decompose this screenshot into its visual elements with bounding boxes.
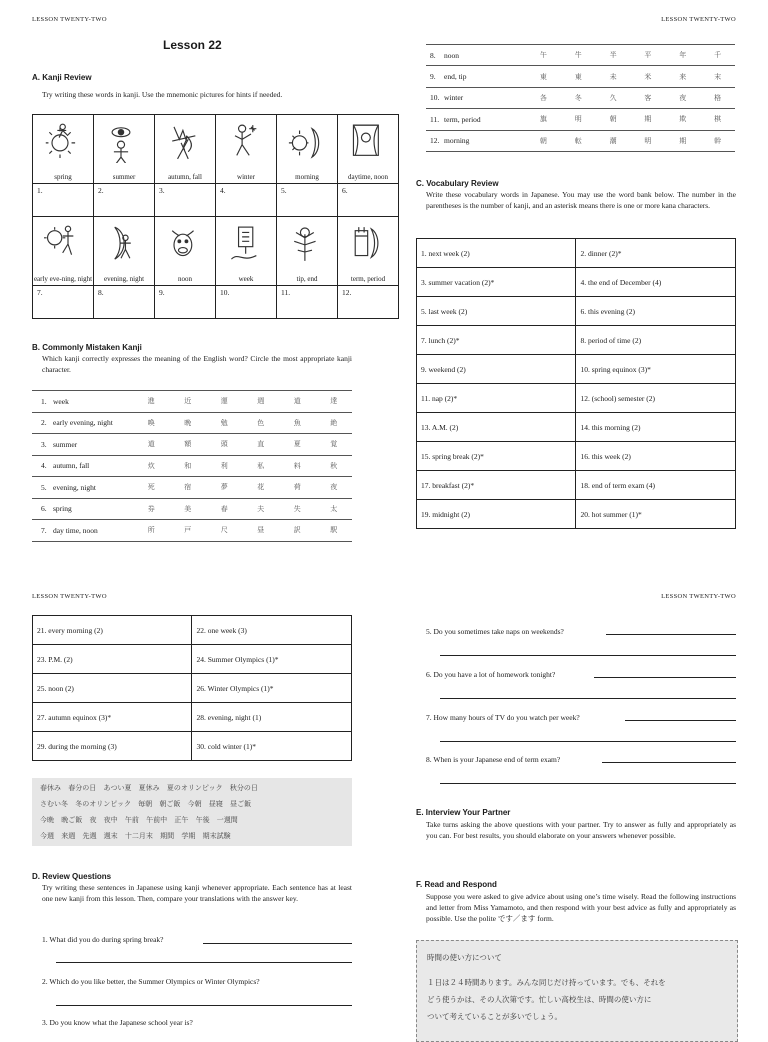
section-e-heading: E. Interview Your Partner (416, 808, 511, 817)
mnemonic-cell (94, 217, 155, 286)
kanji-choice[interactable]: 幹 (700, 130, 735, 151)
kanji-choice[interactable]: 夫 (243, 498, 280, 520)
kanji-choice[interactable]: 東 (561, 66, 596, 87)
section-a-instructions: Try writing these words in kanji. Use the mnemonic pictures for hints if needed. (42, 90, 283, 99)
table-row (33, 703, 352, 732)
row-number: 2. (32, 412, 53, 434)
kanji-choice[interactable]: 期 (665, 130, 700, 151)
mnemonic-cell (33, 115, 94, 184)
kanji-choice[interactable]: 和 (170, 455, 207, 477)
mnemonic-caption: morning (295, 173, 319, 181)
table-row (417, 355, 736, 384)
answer-cell[interactable]: 12. (338, 286, 399, 319)
answer-line[interactable] (440, 698, 736, 699)
table-row (33, 732, 352, 761)
mnemonic-caption: term, period (350, 275, 386, 283)
section-d-instructions: Try writing these sentences in Japanese using kanji whenever appropriate. Each sentence has at least one new kanji from this lesson. Then, compare your translations with the answer key. (42, 883, 352, 903)
vocab-item[interactable]: 7. lunch (2)* (417, 326, 576, 355)
row-number: 4. (32, 455, 53, 477)
kanji-choice[interactable]: 昼 (243, 520, 280, 542)
cow-icon (166, 223, 198, 265)
kanji-choice[interactable]: 達 (316, 391, 353, 413)
kanji-review-grid (32, 114, 399, 319)
kanji-choice[interactable]: 道 (279, 391, 316, 413)
kanji-choice[interactable]: 夜 (316, 477, 353, 499)
kanji-choice[interactable]: 利 (206, 455, 243, 477)
vocab-item[interactable]: 14. this morning (2) (576, 413, 736, 442)
road-sign-icon (227, 223, 259, 265)
sun-walker-icon (44, 223, 76, 265)
kanji-choice[interactable]: 絶 (316, 412, 353, 434)
kanji-choice[interactable]: 各 (526, 87, 561, 108)
kanji-choice[interactable]: 朝 (596, 109, 631, 130)
kanji-choice[interactable]: 東 (526, 66, 561, 87)
kanji-choice[interactable]: 券 (133, 498, 170, 520)
table-row (33, 616, 352, 645)
running-head: LESSON TWENTY-TWO (32, 593, 107, 600)
row-number: 1. (32, 391, 53, 413)
table-row (417, 471, 736, 500)
table-row (426, 130, 735, 151)
word-bank-line: 今週 来週 先週 週末 十二月末 期間 学期 期末試験 (40, 832, 231, 840)
answer-cell[interactable]: 8. (94, 286, 155, 319)
fire-plant-icon (166, 121, 198, 163)
vocab-item[interactable]: 24. Summer Olympics (1)* (192, 645, 352, 674)
english-word: early evening, night (53, 412, 133, 434)
row-number: 5. (32, 477, 53, 499)
kanji-choice[interactable]: 欺 (665, 109, 700, 130)
mnemonic-caption: week (238, 275, 254, 283)
section-a-heading: A. Kanji Review (32, 73, 92, 82)
answer-line[interactable] (440, 655, 736, 656)
table-row (32, 455, 352, 477)
mnemonic-cell (216, 115, 277, 184)
vocab-item[interactable]: 3. summer vacation (2)* (417, 268, 576, 297)
table-row (33, 645, 352, 674)
mnemonic-caption: autumn, fall (168, 173, 202, 181)
row-number: 7. (32, 520, 53, 542)
vocab-item[interactable]: 23. P.M. (2) (33, 645, 192, 674)
letter-box (416, 940, 738, 1042)
moon-person-icon (105, 223, 137, 265)
english-word: evening, night (53, 477, 133, 499)
mnemonic-caption: summer (112, 173, 136, 181)
table-row (417, 442, 736, 471)
eye-person-icon (105, 121, 137, 163)
kanji-choice[interactable]: 喚 (133, 412, 170, 434)
mnemonic-cell (216, 217, 277, 286)
mnemonic-cell (33, 217, 94, 286)
vocab-item[interactable]: 27. autumn equinox (3)* (33, 703, 192, 732)
kanji-choice[interactable]: 明 (630, 130, 665, 151)
running-head: LESSON TWENTY-TWO (661, 593, 736, 600)
kanji-choice[interactable]: 訳 (279, 520, 316, 542)
section-f-instructions: Suppose you were asked to give advice about using one’s time wisely. Read the following instructions and letter from Miss Yamamoto, and then respond with your best advice as fully and appropriately as possible. Use the polite です／ます form. (426, 892, 736, 923)
kanji-choice[interactable]: 料 (279, 455, 316, 477)
kanji-choice[interactable]: 転 (561, 130, 596, 151)
kanji-choice[interactable]: 炊 (133, 455, 170, 477)
kanji-choice[interactable]: 夜 (665, 87, 700, 108)
kanji-choice[interactable]: 荷 (279, 477, 316, 499)
row-number: 6. (32, 498, 53, 520)
kanji-choice[interactable]: 末 (700, 66, 735, 87)
vocab-item[interactable]: 30. cold winter (1)* (192, 732, 352, 761)
mnemonic-caption: early eve-ning, night (33, 275, 93, 283)
row-number: 12. (426, 130, 444, 151)
vocab-item[interactable]: 4. the end of December (4) (576, 268, 736, 297)
mistaken-kanji-table (32, 390, 352, 542)
vocab-item[interactable]: 1. next week (2) (417, 239, 576, 268)
table-row (417, 268, 736, 297)
kanji-choice[interactable]: 冬 (561, 87, 596, 108)
kanji-choice[interactable]: 頭 (206, 434, 243, 456)
section-c-instructions: Write these vocabulary words in Japanese. You may use the word bank below. The number in the parentheses is the number of kanji, and an asterisk means there is one or more kana characters. (426, 190, 736, 210)
vocab-item[interactable]: 18. end of term exam (4) (576, 471, 736, 500)
table-row (417, 500, 736, 529)
word-bank-line: 今晩 晩ご飯 夜 夜中 午前 午前中 正午 午後 一週間 (40, 816, 238, 824)
english-word: end, tip (444, 66, 526, 87)
letter-line: どう使うかは、その人次第です。忙しい高校生は、時間の使い方に (427, 995, 652, 1004)
word-bank-line: さむい冬 冬のオリンピック 毎朝 朝ご飯 今朝 昼寝 昼ご飯 (40, 800, 252, 808)
kanji-choice[interactable]: 戸 (170, 520, 207, 542)
english-word: spring (53, 498, 133, 520)
kanji-choice[interactable]: 客 (630, 87, 665, 108)
table-row (32, 520, 352, 542)
vocab-item[interactable]: 28. evening, night (1) (192, 703, 352, 732)
vocab-item[interactable]: 29. during the morning (3) (33, 732, 192, 761)
kanji-choice[interactable]: 尺 (206, 520, 243, 542)
tree-icon (288, 223, 320, 265)
vocab-item[interactable]: 2. dinner (2)* (576, 239, 736, 268)
page-title: Lesson 22 (163, 38, 222, 52)
kanji-choice[interactable]: 駅 (316, 520, 353, 542)
vocab-item[interactable]: 20. hot summer (1)* (576, 500, 736, 529)
vocab-item[interactable]: 6. this evening (2) (576, 297, 736, 326)
answer-cell[interactable]: 4. (216, 184, 277, 217)
table-row (417, 326, 736, 355)
section-d-heading: D. Review Questions (32, 872, 112, 881)
kanji-choice[interactable]: 棋 (700, 109, 735, 130)
kanji-choice[interactable]: 半 (596, 45, 631, 66)
letter-line: １日は２４時間あります。みんな同じだけ持っています。でも、それを (427, 978, 666, 987)
english-word: winter (444, 87, 526, 108)
kanji-choice[interactable]: 潮 (596, 130, 631, 151)
answer-line[interactable] (440, 783, 736, 784)
letter-line: ついて考えていることが多いでしょう。 (427, 1012, 562, 1021)
answer-cell[interactable]: 7. (33, 286, 94, 319)
kanji-choice[interactable]: 週 (243, 391, 280, 413)
sun-person-icon (44, 121, 76, 163)
table-row (32, 498, 352, 520)
sun-moon-icon (288, 121, 320, 163)
vocab-item[interactable]: 16. this week (2) (576, 442, 736, 471)
kanji-choice[interactable]: 年 (665, 45, 700, 66)
table-row (417, 413, 736, 442)
table-row (33, 674, 352, 703)
kanji-choice[interactable]: 勉 (206, 412, 243, 434)
row-number: 8. (426, 45, 444, 66)
kanji-choice[interactable]: 所 (133, 520, 170, 542)
kanji-choice[interactable]: 千 (700, 45, 735, 66)
table-row (32, 434, 352, 456)
table-row (426, 66, 735, 87)
section-b-heading: B. Commonly Mistaken Kanji (32, 343, 142, 352)
vocab-item[interactable]: 15. spring break (2)* (417, 442, 576, 471)
vocab-item[interactable]: 26. Winter Olympics (1)* (192, 674, 352, 703)
kanji-choice[interactable]: 午 (526, 45, 561, 66)
kanji-choice[interactable]: 進 (133, 391, 170, 413)
table-row (32, 391, 352, 413)
row-number: 3. (32, 434, 53, 456)
word-bank (32, 778, 352, 846)
mnemonic-caption: winter (237, 173, 255, 181)
vocab-item[interactable]: 11. nap (2)* (417, 384, 576, 413)
vocab-item[interactable]: 5. last week (2) (417, 297, 576, 326)
row-number: 11. (426, 109, 444, 130)
question-2: 2. Which do you like better, the Summer Olympics or Winter Olympics? (42, 977, 260, 986)
mnemonic-cell (94, 115, 155, 184)
table-row (426, 45, 735, 66)
question-7: 7. How many hours of TV do you watch per week? (426, 713, 580, 722)
answer-line[interactable] (203, 943, 352, 944)
mnemonic-caption: noon (178, 275, 192, 283)
mistaken-kanji-table-cont (426, 44, 735, 152)
answer-cell[interactable]: 1. (33, 184, 94, 217)
answer-line[interactable] (625, 720, 736, 721)
answer-cell[interactable]: 3. (155, 184, 216, 217)
answer-line[interactable] (440, 741, 736, 742)
kanji-choice[interactable]: 直 (243, 434, 280, 456)
kanji-choice[interactable]: 久 (596, 87, 631, 108)
kanji-choice[interactable]: 格 (700, 87, 735, 108)
mnemonic-cell (155, 115, 216, 184)
kanji-choice[interactable]: 晩 (170, 412, 207, 434)
table-row (417, 384, 736, 413)
kanji-choice[interactable]: 明 (561, 109, 596, 130)
mnemonic-caption: daytime, noon (347, 173, 389, 181)
vocab-item[interactable]: 21. every morning (2) (33, 616, 192, 645)
answer-cell[interactable]: 6. (338, 184, 399, 217)
english-word: noon (444, 45, 526, 66)
kanji-choice[interactable]: 夏 (279, 434, 316, 456)
answer-line[interactable] (602, 762, 736, 763)
kanji-choice[interactable]: 平 (630, 45, 665, 66)
kanji-choice[interactable]: 期 (630, 109, 665, 130)
answer-line[interactable] (56, 962, 352, 963)
vocab-item[interactable]: 8. period of time (2) (576, 326, 736, 355)
english-word: day time, noon (53, 520, 133, 542)
word-bank-line: 春休み 春分の日 あつい夏 夏休み 夏のオリンピック 秋分の日 (40, 784, 258, 792)
running-head: LESSON TWENTY-TWO (661, 16, 736, 23)
section-b-instructions: Which kanji correctly expresses the meaning of the English word? Circle the most appropriate kanji character. (42, 354, 352, 374)
letter-title: 時間の使い方について (427, 953, 502, 962)
table-row (417, 239, 736, 268)
answer-cell[interactable]: 5. (277, 184, 338, 217)
question-1: 1. What did you do during spring break? (42, 935, 164, 944)
kanji-choice[interactable]: 私 (243, 455, 280, 477)
english-word: morning (444, 130, 526, 151)
vocab-item[interactable]: 12. (school) semester (2) (576, 384, 736, 413)
mnemonic-cell (338, 115, 399, 184)
question-5: 5. Do you sometimes take naps on weekends? (426, 627, 564, 636)
kanji-choice[interactable]: 道 (133, 434, 170, 456)
kanji-choice[interactable]: 運 (206, 391, 243, 413)
kanji-choice[interactable]: 色 (243, 412, 280, 434)
question-6: 6. Do you have a lot of homework tonight? (426, 670, 556, 679)
kanji-choice[interactable]: 花 (243, 477, 280, 499)
mnemonic-cell (338, 217, 399, 286)
kanji-choice[interactable]: 死 (133, 477, 170, 499)
table-row (426, 87, 735, 108)
vocab-item[interactable]: 17. breakfast (2)* (417, 471, 576, 500)
section-f-heading: F. Read and Respond (416, 880, 497, 889)
kanji-choice[interactable]: 美 (170, 498, 207, 520)
row-number: 10. (426, 87, 444, 108)
kanji-choice[interactable]: 米 (630, 66, 665, 87)
vocab-item[interactable]: 13. A.M. (2) (417, 413, 576, 442)
english-word: term, period (444, 109, 526, 130)
kanji-choice[interactable]: 旗 (526, 109, 561, 130)
answer-line[interactable] (606, 634, 736, 635)
kanji-choice[interactable]: 失 (279, 498, 316, 520)
vocab-item[interactable]: 9. weekend (2) (417, 355, 576, 384)
kanji-choice[interactable]: 魚 (279, 412, 316, 434)
english-word: summer (53, 434, 133, 456)
running-head: LESSON TWENTY-TWO (32, 16, 107, 23)
answer-cell[interactable]: 2. (94, 184, 155, 217)
kanji-choice[interactable]: 来 (665, 66, 700, 87)
vocab-item[interactable]: 22. one week (3) (192, 616, 352, 645)
question-8: 8. When is your Japanese end of term exam? (426, 755, 561, 764)
mnemonic-cell (155, 217, 216, 286)
kanji-choice[interactable]: 額 (170, 434, 207, 456)
kanji-choice[interactable]: 牛 (561, 45, 596, 66)
section-e-instructions: Take turns asking the above questions with your partner. Try to answer as fully and appropriately as you can. For best results, you should elaborate on your answers whenever possible. (426, 820, 736, 840)
question-3: 3. Do you know what the Japanese school year is? (42, 1018, 193, 1027)
vocab-item[interactable]: 25. noon (2) (33, 674, 192, 703)
mnemonic-caption: evening, night (103, 275, 145, 283)
kanji-choice[interactable]: 近 (170, 391, 207, 413)
kanji-choice[interactable]: 太 (316, 498, 353, 520)
vocabulary-table (416, 238, 736, 529)
mnemonic-caption: spring (54, 173, 72, 181)
table-row (417, 297, 736, 326)
vocab-item[interactable]: 10. spring equinox (3)* (576, 355, 736, 384)
table-row (32, 412, 352, 434)
answer-line[interactable] (594, 677, 736, 678)
kanji-choice[interactable]: 春 (206, 498, 243, 520)
row-number: 9. (426, 66, 444, 87)
kanji-choice[interactable]: 朝 (526, 130, 561, 151)
calendar-moon-icon (349, 223, 381, 265)
vocabulary-table-cont (32, 615, 352, 761)
kanji-choice[interactable]: 夢 (206, 477, 243, 499)
mnemonic-caption: tip, end (296, 275, 318, 283)
kanji-choice[interactable]: 宿 (170, 477, 207, 499)
window-curtain-icon (349, 121, 381, 163)
mnemonic-cell (277, 115, 338, 184)
answer-cell[interactable]: 11. (277, 286, 338, 319)
answer-line[interactable] (56, 1005, 352, 1006)
kanji-choice[interactable]: 覚 (316, 434, 353, 456)
kanji-choice[interactable]: 秋 (316, 455, 353, 477)
kanji-choice[interactable]: 未 (596, 66, 631, 87)
table-row (32, 477, 352, 499)
english-word: autumn, fall (53, 455, 133, 477)
english-word: week (53, 391, 133, 413)
mnemonic-cell (277, 217, 338, 286)
answer-cell[interactable]: 9. (155, 286, 216, 319)
table-row (426, 109, 735, 130)
answer-cell[interactable]: 10. (216, 286, 277, 319)
cold-person-icon (227, 121, 259, 163)
section-c-heading: C. Vocabulary Review (416, 179, 499, 188)
vocab-item[interactable]: 19. midnight (2) (417, 500, 576, 529)
